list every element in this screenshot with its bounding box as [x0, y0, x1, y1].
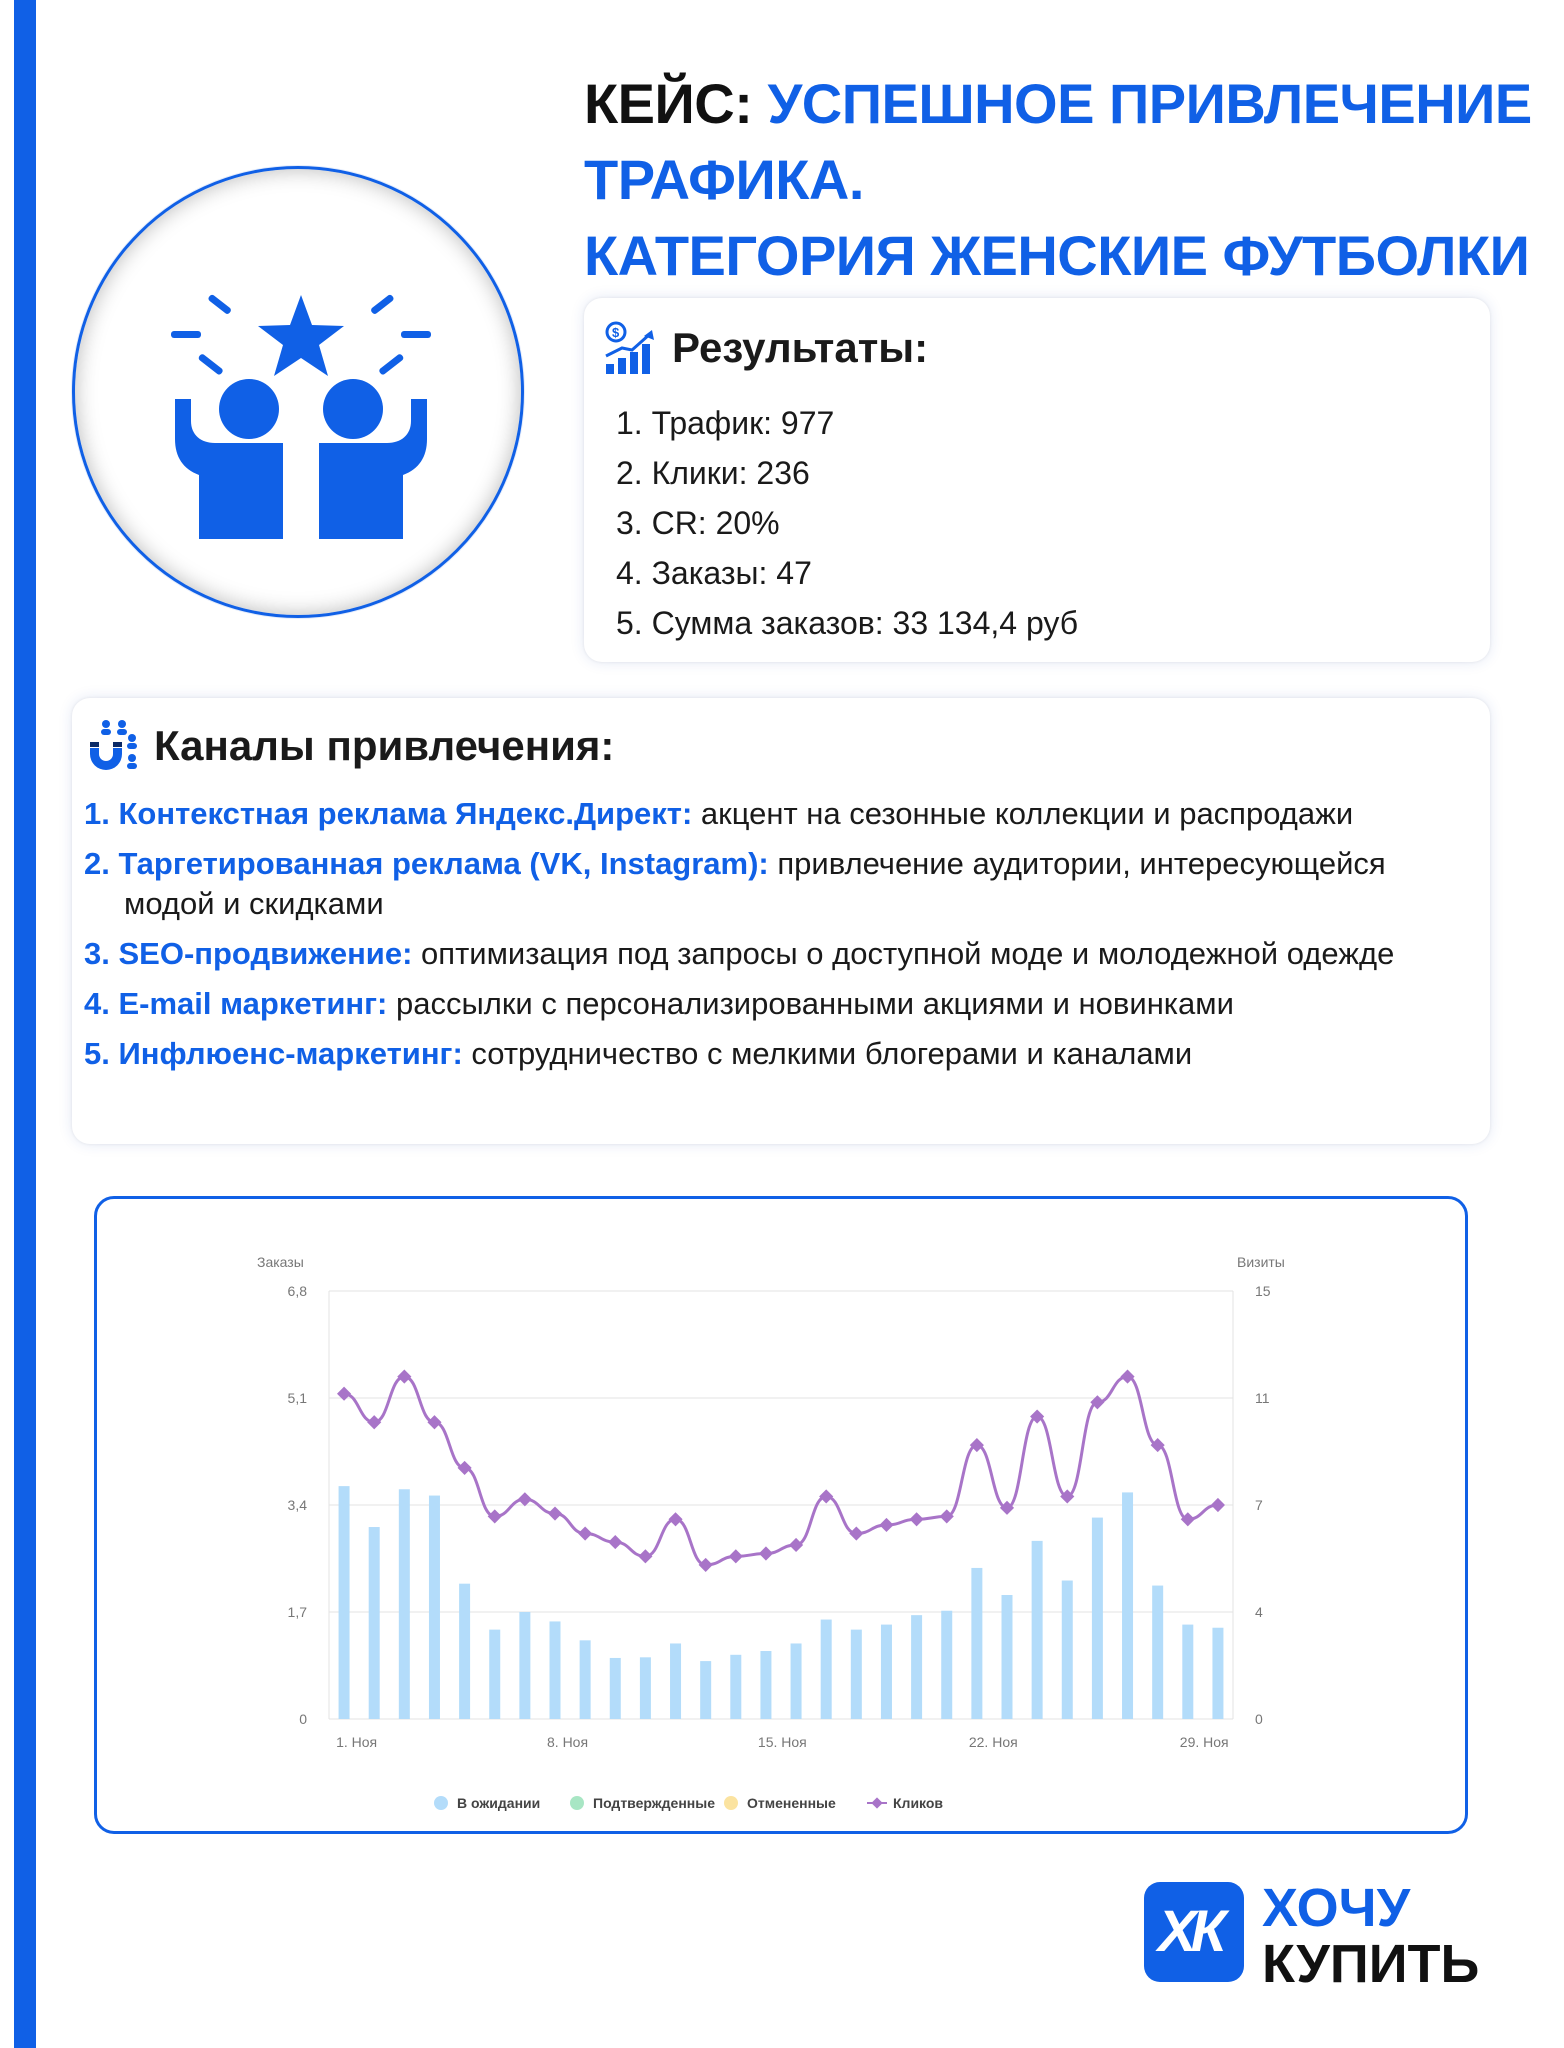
channel-name: E-mail маркетинг: [118, 986, 388, 1021]
bar [1032, 1541, 1043, 1719]
result-text: CR: 20% [651, 505, 780, 541]
channel-description: оптимизация под запросы о доступной моде и молодежной одежде [421, 936, 1395, 971]
clicks-point [879, 1518, 893, 1532]
results-heading: Результаты: [672, 324, 929, 371]
logo-line-1: ХОЧУ [1262, 1878, 1411, 1938]
x-tick-label: 1. Ноя [336, 1734, 378, 1750]
clicks-point [518, 1492, 532, 1506]
brand-logo-text [1262, 1880, 1479, 1992]
left-tick-label: 0 [299, 1711, 307, 1727]
channels-heading-row [84, 718, 614, 774]
result-number: 4. [616, 555, 652, 591]
bar [459, 1584, 470, 1719]
clicks-point [578, 1526, 592, 1540]
channel-number: 1. [84, 796, 110, 831]
results-heading-row [602, 320, 928, 376]
channel-number: 4. [84, 986, 110, 1021]
clicks-point [608, 1535, 622, 1549]
bar [339, 1486, 350, 1719]
left-tick-label: 1,7 [287, 1604, 307, 1620]
bar [1212, 1628, 1223, 1719]
logo-mark-text: ХК [1158, 1899, 1221, 1964]
legend-swatch-marker [871, 1797, 882, 1808]
result-item [616, 448, 1078, 498]
bar [1002, 1595, 1013, 1719]
bar [1092, 1518, 1103, 1719]
right-tick-label: 7 [1255, 1497, 1263, 1513]
orders-visits-chart [97, 1199, 1465, 1831]
channel-description: привлечение аудитории, интересующейся модой и скидками [124, 846, 1386, 921]
bar [399, 1489, 410, 1719]
clicks-point [638, 1549, 652, 1563]
clicks-point [367, 1415, 381, 1429]
legend-label: Кликов [893, 1795, 944, 1811]
bar [821, 1620, 832, 1719]
bar [791, 1643, 802, 1719]
channel-name: SEO-продвижение: [118, 936, 413, 971]
hero-circle [72, 166, 524, 618]
bar [1152, 1586, 1163, 1719]
channel-item [84, 934, 1484, 974]
result-number: 3. [616, 505, 652, 541]
clicks-point [548, 1506, 562, 1520]
bar [519, 1612, 530, 1719]
clicks-point [699, 1558, 713, 1572]
logo-line-2: КУПИТЬ [1262, 1934, 1480, 1994]
channel-item [84, 844, 1484, 924]
bar [670, 1643, 681, 1719]
x-tick-label: 8. Ноя [547, 1734, 589, 1750]
x-tick-label: 22. Ноя [968, 1734, 1018, 1750]
result-number: 2. [616, 455, 652, 491]
clicks-point [910, 1512, 924, 1526]
left-accent-bar [14, 0, 36, 2048]
result-item [616, 598, 1078, 648]
channel-item [84, 984, 1484, 1024]
right-tick-label: 4 [1255, 1604, 1263, 1620]
bar [700, 1661, 711, 1719]
result-item [616, 548, 1078, 598]
bar [851, 1630, 862, 1719]
bar [760, 1651, 771, 1719]
legend-label: Подтвержденные [593, 1795, 716, 1811]
bar [580, 1640, 591, 1719]
channel-number: 3. [84, 936, 110, 971]
channel-description: рассылки с персонализированными акциями и новинками [396, 986, 1234, 1021]
bar [429, 1496, 440, 1719]
bar [369, 1527, 380, 1719]
result-text: Заказы: 47 [651, 555, 812, 591]
right-tick-label: 0 [1255, 1711, 1263, 1727]
bar [610, 1658, 621, 1719]
title-prefix: КЕЙС: [584, 72, 753, 135]
legend-label: В ожидании [457, 1795, 541, 1811]
right-tick-label: 11 [1255, 1390, 1270, 1406]
clicks-point [819, 1489, 833, 1503]
bar [550, 1621, 561, 1719]
channel-description: акцент на сезонные коллекции и распродажи [700, 796, 1354, 831]
legend-label: Отмененные [747, 1795, 836, 1811]
bar [881, 1625, 892, 1719]
channels-heading: Каналы привлечения: [154, 722, 615, 769]
channel-item [84, 1034, 1484, 1074]
title-line-2: ТРАФИКА. [584, 148, 864, 211]
bar [640, 1657, 651, 1719]
channels-card [72, 698, 1490, 1144]
left-tick-label: 3,4 [287, 1497, 307, 1513]
bar [941, 1611, 952, 1719]
channel-item [84, 794, 1484, 834]
result-text: Трафик: 977 [651, 405, 835, 441]
svg-text:$: $ [612, 325, 620, 340]
result-item [616, 398, 1078, 448]
bar [489, 1630, 500, 1719]
results-card [584, 298, 1490, 662]
channels-list [84, 794, 1484, 1084]
bar [971, 1568, 982, 1719]
team-success-star-icon [155, 249, 447, 541]
clicks-point [427, 1415, 441, 1429]
clicks-point [488, 1509, 502, 1523]
growth-chart-icon [602, 320, 658, 376]
clicks-point [337, 1387, 351, 1401]
legend-swatch [724, 1796, 738, 1810]
result-text: Сумма заказов: 33 134,4 руб [651, 605, 1079, 641]
chart-card [94, 1196, 1468, 1834]
result-text: Клики: 236 [651, 455, 810, 491]
bar [1122, 1492, 1133, 1719]
right-tick-label: 15 [1255, 1283, 1271, 1299]
title-line-3: КАТЕГОРИЯ ЖЕНСКИЕ ФУТБОЛКИ [584, 224, 1530, 287]
bar [911, 1615, 922, 1719]
brand-logo-mark [1144, 1882, 1244, 1982]
clicks-point [789, 1538, 803, 1552]
bar [1062, 1581, 1073, 1719]
clicks-point [1211, 1498, 1225, 1512]
left-axis-title: Заказы [257, 1254, 304, 1270]
channel-name: Контекстная реклама Яндекс.Директ: [118, 796, 693, 831]
channel-name: Инфлюенс-маркетинг: [118, 1036, 463, 1071]
x-tick-label: 29. Ноя [1179, 1734, 1229, 1750]
legend-swatch [434, 1796, 448, 1810]
channel-number: 5. [84, 1036, 110, 1071]
clicks-point [458, 1461, 472, 1475]
magnet-audience-icon [84, 718, 140, 774]
clicks-point [397, 1370, 411, 1384]
clicks-point [729, 1549, 743, 1563]
right-axis-title: Визиты [1237, 1254, 1285, 1270]
page-title [584, 66, 1544, 294]
bar [1182, 1625, 1193, 1719]
result-item [616, 498, 1078, 548]
bar [730, 1655, 741, 1719]
results-list [616, 398, 1078, 648]
clicks-point [759, 1546, 773, 1560]
clicks-point [668, 1512, 682, 1526]
left-tick-label: 6,8 [287, 1283, 307, 1299]
channel-description: сотрудничество с мелкими блогерами и каналами [471, 1036, 1193, 1071]
title-line-1: УСПЕШНОЕ ПРИВЛЕЧЕНИЕ [767, 72, 1532, 135]
result-number: 5. [616, 605, 652, 641]
channel-number: 2. [84, 846, 110, 881]
legend-swatch [570, 1796, 584, 1810]
channel-name: Таргетированная реклама (VK, Instagram): [118, 846, 769, 881]
result-number: 1. [616, 405, 652, 441]
x-tick-label: 15. Ноя [757, 1734, 807, 1750]
clicks-point [849, 1526, 863, 1540]
clicks-line [344, 1377, 1218, 1565]
left-tick-label: 5,1 [287, 1390, 307, 1406]
